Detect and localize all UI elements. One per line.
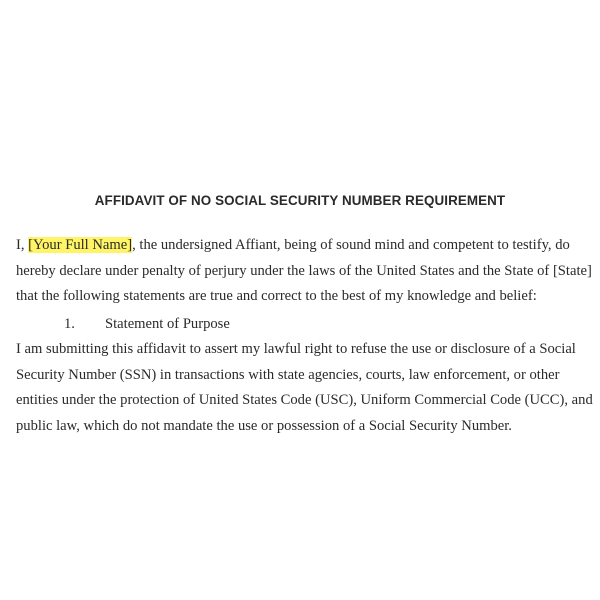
section-title: Statement of Purpose [105,316,230,332]
intro-paragraph [16,233,594,310]
section-1-heading [64,313,230,335]
document-title: AFFIDAVIT OF NO SOCIAL SECURITY NUMBER REQUIREMENT [94,193,506,208]
name-placeholder-highlight: [Your Full Name] [28,237,133,253]
section-1-body: I am submitting this affidavit to assert my lawful right to refuse the use or disclosure of a Social Security Number (SSN) in transactions with state agencies, courts, law enforcement, or other entities under the protection of United States Code (USC), Uniform Commercial Code (UCC), and public law, which do not mandate the use or possession of a Social Security Number. [16,341,593,434]
intro-text: , the undersigned Affiant, being of sound mind and competent to testify, do hereby declare under penalty of perjury under the laws of the United States and the State of [State] that the following statements are true and correct to the best of my knowledge and belief: [16,237,592,304]
section-number: 1. [64,316,75,332]
intro-prefix: I, [16,237,29,253]
